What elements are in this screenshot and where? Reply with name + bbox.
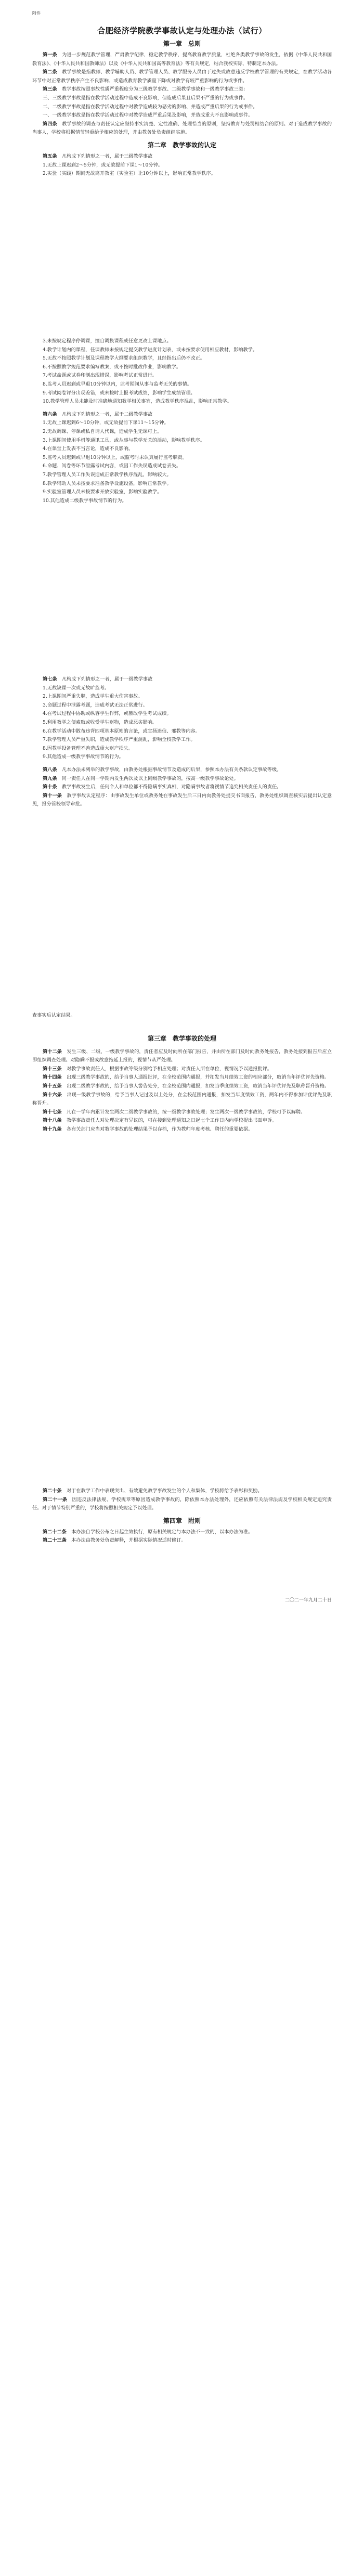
article-text: 二、二级教学事故是指在教学活动过程中对教学造成较为恶劣的影响、并造成严重后果的行为或事件。 <box>43 104 258 110</box>
article-3-item <box>32 94 332 103</box>
article-10 <box>32 783 332 792</box>
article-label: 第二十三条 <box>43 1537 67 1544</box>
article-7-item: 4.在考试过程中协助或纵容学生作弊，或篡改学生考试成绩。 <box>43 711 172 717</box>
article-text: 教学事故认定程序：由事故发生单位或教务处在事故发生后三日内向教务处提交书面报告，教务处组织调查核实后提出认定意见，报分管校领导审批。 <box>32 792 332 808</box>
page-2-block <box>32 337 332 505</box>
article-6-item: 3.上课期间使用手机等通讯工具，或从事与教学无关的活动，影响教学秩序。 <box>43 437 205 443</box>
article-2 <box>32 68 332 85</box>
article-text: 因违反法律法规、学校规章等原因造成教学事故的，除依照本办法处理外，还应依照有关法律法规及学校相关规定追究责任。对于情节特别严重的，学校将按照相关规定予以处理。 <box>32 1496 332 1511</box>
article-7-item: 6.在教学活动中散布违背四项基本原则的言论，或宣扬迷信、邪教等内容。 <box>43 728 200 734</box>
page-4-block <box>32 1011 332 1134</box>
article-6-item: 2.无故调课、停课或私自请人代课，造成学生无课可上。 <box>43 428 162 434</box>
article-text: 对教学事故责任人，根据事故等级分别给予相应处理；对责任人所在单位，视情况予以通报批评。 <box>66 1066 272 1072</box>
article-text: 本办法由教务处负责解释，并根据实际情况适时修订。 <box>71 1537 186 1544</box>
article-5-item: 3.未按规定程序停调课，擅自调换课程或任意更改上课地点。 <box>43 338 172 344</box>
article-17 <box>32 1108 332 1117</box>
article-6-item: 9.实验室管理人员未按要求开放实验室，影响实验教学。 <box>43 489 162 495</box>
document-date: 二〇二一年九月二十日 <box>284 1598 332 1603</box>
article-22 <box>32 1528 332 1537</box>
article-text: 各有关部门应当对教学事故的处理结果予以存档，作为教师年度考核、聘任的重要依据。 <box>66 1126 253 1132</box>
article-14 <box>32 1073 332 1082</box>
article-6 <box>32 411 332 419</box>
article-label: 第十条 <box>43 784 57 790</box>
article-6-item: 6.命题、阅卷等环节泄露考试内容，或因工作失误造成试卷丢失。 <box>43 463 181 469</box>
article-20 <box>32 1487 332 1496</box>
article-12 <box>32 1048 332 1065</box>
article-label: 第五条 <box>43 153 57 159</box>
article-text: 出现二级教学事故的，给予当事人警告处分，在全校范围内通报，扣发当季度绩效工资，取消当年评优评先及职称晋升资格。 <box>66 1083 330 1089</box>
article-16 <box>32 1091 332 1108</box>
article-text: 教学事故的调查与责任认定应坚持事实清楚、定性准确、处理恰当的原则，坚持教育与处罚相结合的原则。对于造成教学事故的当事人，学校将根据情节轻重给予相应的处理，并由教务处负责组织实施。 <box>32 121 332 136</box>
article-13 <box>32 1065 332 1074</box>
article-label: 第四条 <box>43 121 57 127</box>
article-text: 教学事故是指教师、教学辅助人员、教学管理人员、教学服务人员由于过失或故意违反学校教学管理的有关规定，在教学活动各环节中对正常教学秩序产生不良影响、或造成教育教学质量下降或对教学有较严重影响的行为或事件。 <box>32 69 332 84</box>
article-label: 第九条 <box>43 775 57 781</box>
article-text: 凡构成下列情形之一者，属于一级教学事故 <box>61 676 153 682</box>
article-label: 第十九条 <box>43 1126 62 1132</box>
article-text: 凡在一学年内累计发生两次二级教学事故的，按一级教学事故处理；发生两次一级教学事故的，学校可予以解聘。 <box>66 1109 306 1115</box>
article-7 <box>32 675 332 684</box>
article-5 <box>32 152 332 161</box>
article-label: 第二十一条 <box>43 1496 68 1503</box>
article-label: 第二十条 <box>43 1488 62 1494</box>
article-label: 第十四条 <box>43 1074 62 1081</box>
article-text: 一、一级教学事故是指在教学活动过程中对教学造成严重后果及影响，并造成重大不良影响或事件。 <box>43 112 253 119</box>
article-7-item: 9.其他造成一级教学事故情节的行为。 <box>43 754 124 760</box>
article-5-item: 8.监考人员迟到或早退10分钟以内，监考期间从事与监考无关的事情。 <box>43 381 192 387</box>
chapter-1-articles <box>32 51 332 137</box>
attachment-label: 附件 <box>32 11 41 16</box>
article-text: 发生三级、二级、一级教学事故的，责任者应及时向所在部门报告，并由所在部门及时向教务处报告，教务处接到报告后应立即组织调查处理。对隐瞒不报或故意拖延上报的，视情节从严处理。 <box>32 1048 332 1063</box>
article-19 <box>32 1125 332 1134</box>
article-label: 第十五条 <box>43 1083 62 1089</box>
article-5-item: 5.无故不按照教学计划及课程教学大纲要求组织教学，且经指出后仍不改正。 <box>43 355 205 362</box>
article-text: 为进一步规范教学管理，严肃教学纪律，稳定教学秩序，提高教育教学质量，杜绝各类教学事故的发生，依据《中华人民共和国教育法》、《中华人民共和国教师法》以及《中华人民共和国高等教育法》等有关规定，结合我校实际，特制定本办法。 <box>32 52 332 67</box>
article-7-item: 5.利用教学之便索取或收受学生财物，造成恶劣影响。 <box>43 719 158 725</box>
article-18 <box>32 1117 332 1125</box>
article-23 <box>32 1536 332 1545</box>
article-text: 凡构成下列情形之一者，属于二级教学事故 <box>61 411 153 417</box>
article-text: 凡构成下列情形之一者，属于三级教学事故 <box>61 153 153 159</box>
article-11 <box>32 792 332 809</box>
article-6-item: 10.其他造成二级教学事故情节的行为。 <box>43 497 127 504</box>
article-3-item <box>32 111 332 120</box>
chapter-1-heading: 第一章 总则 <box>163 40 201 47</box>
article-label: 第三条 <box>43 86 57 93</box>
article-6-item: 1.无故上课迟到6～10分钟，或无故提前下课11～15分钟。 <box>43 420 169 426</box>
article-text: 教学事故按照事故性质严重程度分为三级教学事故、二级教学事故和一级教学事故三类： <box>61 86 249 93</box>
article-label: 第十一条 <box>43 792 62 799</box>
article-7-item: 8.因教学设备管理不善造成重大财产损失。 <box>43 745 134 751</box>
article-label: 第十七条 <box>43 1109 62 1115</box>
article-7-item: 1.无故缺课一次或无故旷监考。 <box>43 685 110 691</box>
article-label: 第一条 <box>43 52 57 58</box>
article-3-item <box>32 103 332 112</box>
article-text: 教学事故责任人对处理决定有异议的，可在接到处理通知之日起七个工作日内向学校提出书面申诉。 <box>66 1118 277 1124</box>
article-text: 三、三级教学事故是指在教学活动过程中造成不良影响，但造成后果且后果不严重的行为或事件。 <box>43 95 249 101</box>
article-5-item: 2.实验（实践）期间无故离开教室（实验室）让10分钟以上，影响正常教学秩序。 <box>43 171 216 177</box>
article-7-item: 2.上课期间严重失职，造成学生重大伤害事故。 <box>43 694 143 700</box>
page-3-block <box>32 675 332 809</box>
article-text: 同一责任人在同一学期内发生两次及以上同级教学事故的，按高一级教学事故论处。 <box>61 775 239 781</box>
article-6-item: 7.教学管理人员工作失误造成正常教学秩序混乱，影响较大。 <box>43 471 172 478</box>
article-15 <box>32 1082 332 1091</box>
article-7-item: 7.教学管理人员严重失职，造成教学秩序严重混乱，影响全校教学工作。 <box>43 737 196 743</box>
article-5-item: 6.不按照教学规范要求编写教案，或不按时批改作业，影响教学。 <box>43 364 181 370</box>
article-text: 出现一级教学事故的，给予当事人记过及以上处分，在全校范围内通报，扣发当年度绩效工资，两年内不得参加评优评先及职称晋升。 <box>32 1092 332 1107</box>
continued-text: 查事实后认定结果。 <box>32 1013 75 1018</box>
chapter-2-heading: 第二章 教学事故的认定 <box>147 141 216 149</box>
article-6-item: 8.教学辅助人员未按要求准备教学设施设备，影响正常教学。 <box>43 480 172 486</box>
article-9 <box>32 775 332 784</box>
article-21 <box>32 1496 332 1513</box>
article-label: 第十六条 <box>43 1092 62 1098</box>
article-7-item: 3.命题过程中泄露考题，造成考试无法正常进行。 <box>43 702 148 708</box>
article-label: 第十二条 <box>43 1048 62 1055</box>
article-label: 第八条 <box>43 766 57 773</box>
article-6-item: 4.在课堂上发表不当言论，造成不良影响。 <box>43 446 134 452</box>
article-6-item: 5.监考人员迟到或早退10分钟以上，或监考时未认真履行监考职责。 <box>43 454 187 460</box>
article-label: 第十八条 <box>43 1118 62 1124</box>
article-5-item: 4.教学计划内的课程，任课教师未按规定提交教学进度计划表，或未按要求使用相应教材，影响教学。 <box>43 347 258 353</box>
article-label: 第七条 <box>43 676 57 682</box>
article-text: 出现三级教学事故的，给予当事人通报批评，在全校范围内通报，并扣发当月绩效工资的相应部分，取消当年评优评先资格。 <box>66 1074 330 1081</box>
article-5-item: 10.教学管理人员未能及时准确地通知教学相关事宜，造成教学秩序混乱，影响正常教学。 <box>43 399 232 405</box>
article-1 <box>32 51 332 68</box>
page-5-block <box>32 1487 332 1545</box>
article-5-item: 1.无故上课迟到2～5分钟，或无故提前下课1～10分钟。 <box>43 162 163 168</box>
title-block <box>32 25 332 178</box>
chapter-3-heading: 第三章 教学事故的处理 <box>147 1034 216 1042</box>
article-text: 本办法自学校公布之日起生效执行，原有相关规定与本办法不一致的，以本办法为准。 <box>71 1529 253 1535</box>
article-label: 第二十二条 <box>43 1529 67 1535</box>
article-label: 第十三条 <box>43 1066 62 1072</box>
chapter-4-heading: 第四章 附则 <box>163 1517 201 1524</box>
article-text: 凡本办法未列举的教学事故，由教务处根据事故情节及造成的后果，参照本办法有关条款认定事故等级。 <box>61 766 282 773</box>
article-text: 对于在教学工作中表现突出、有效避免教学事故发生的个人和集体，学校将给予表彰和奖励。 <box>66 1488 263 1494</box>
article-4 <box>32 120 332 137</box>
article-8 <box>32 766 332 775</box>
article-label: 第二条 <box>43 69 57 75</box>
article-5-item: 7.考试命题或试卷印制出现错误，影响考试正常进行。 <box>43 373 158 379</box>
article-text: 教学事故发生后，任何个人和单位都不得隐瞒事实真相，对隐瞒事故者将视情节追究相关责任人的责任。 <box>61 784 282 790</box>
article-3 <box>32 85 332 94</box>
article-5-item: 9.考试阅卷评分出现差错，或未按时上报考试成绩，影响学生成绩管理。 <box>43 390 196 396</box>
document-title: 合肥经济学院教学事故认定与处理办法（试行） <box>97 26 267 35</box>
article-label: 第六条 <box>43 411 57 417</box>
